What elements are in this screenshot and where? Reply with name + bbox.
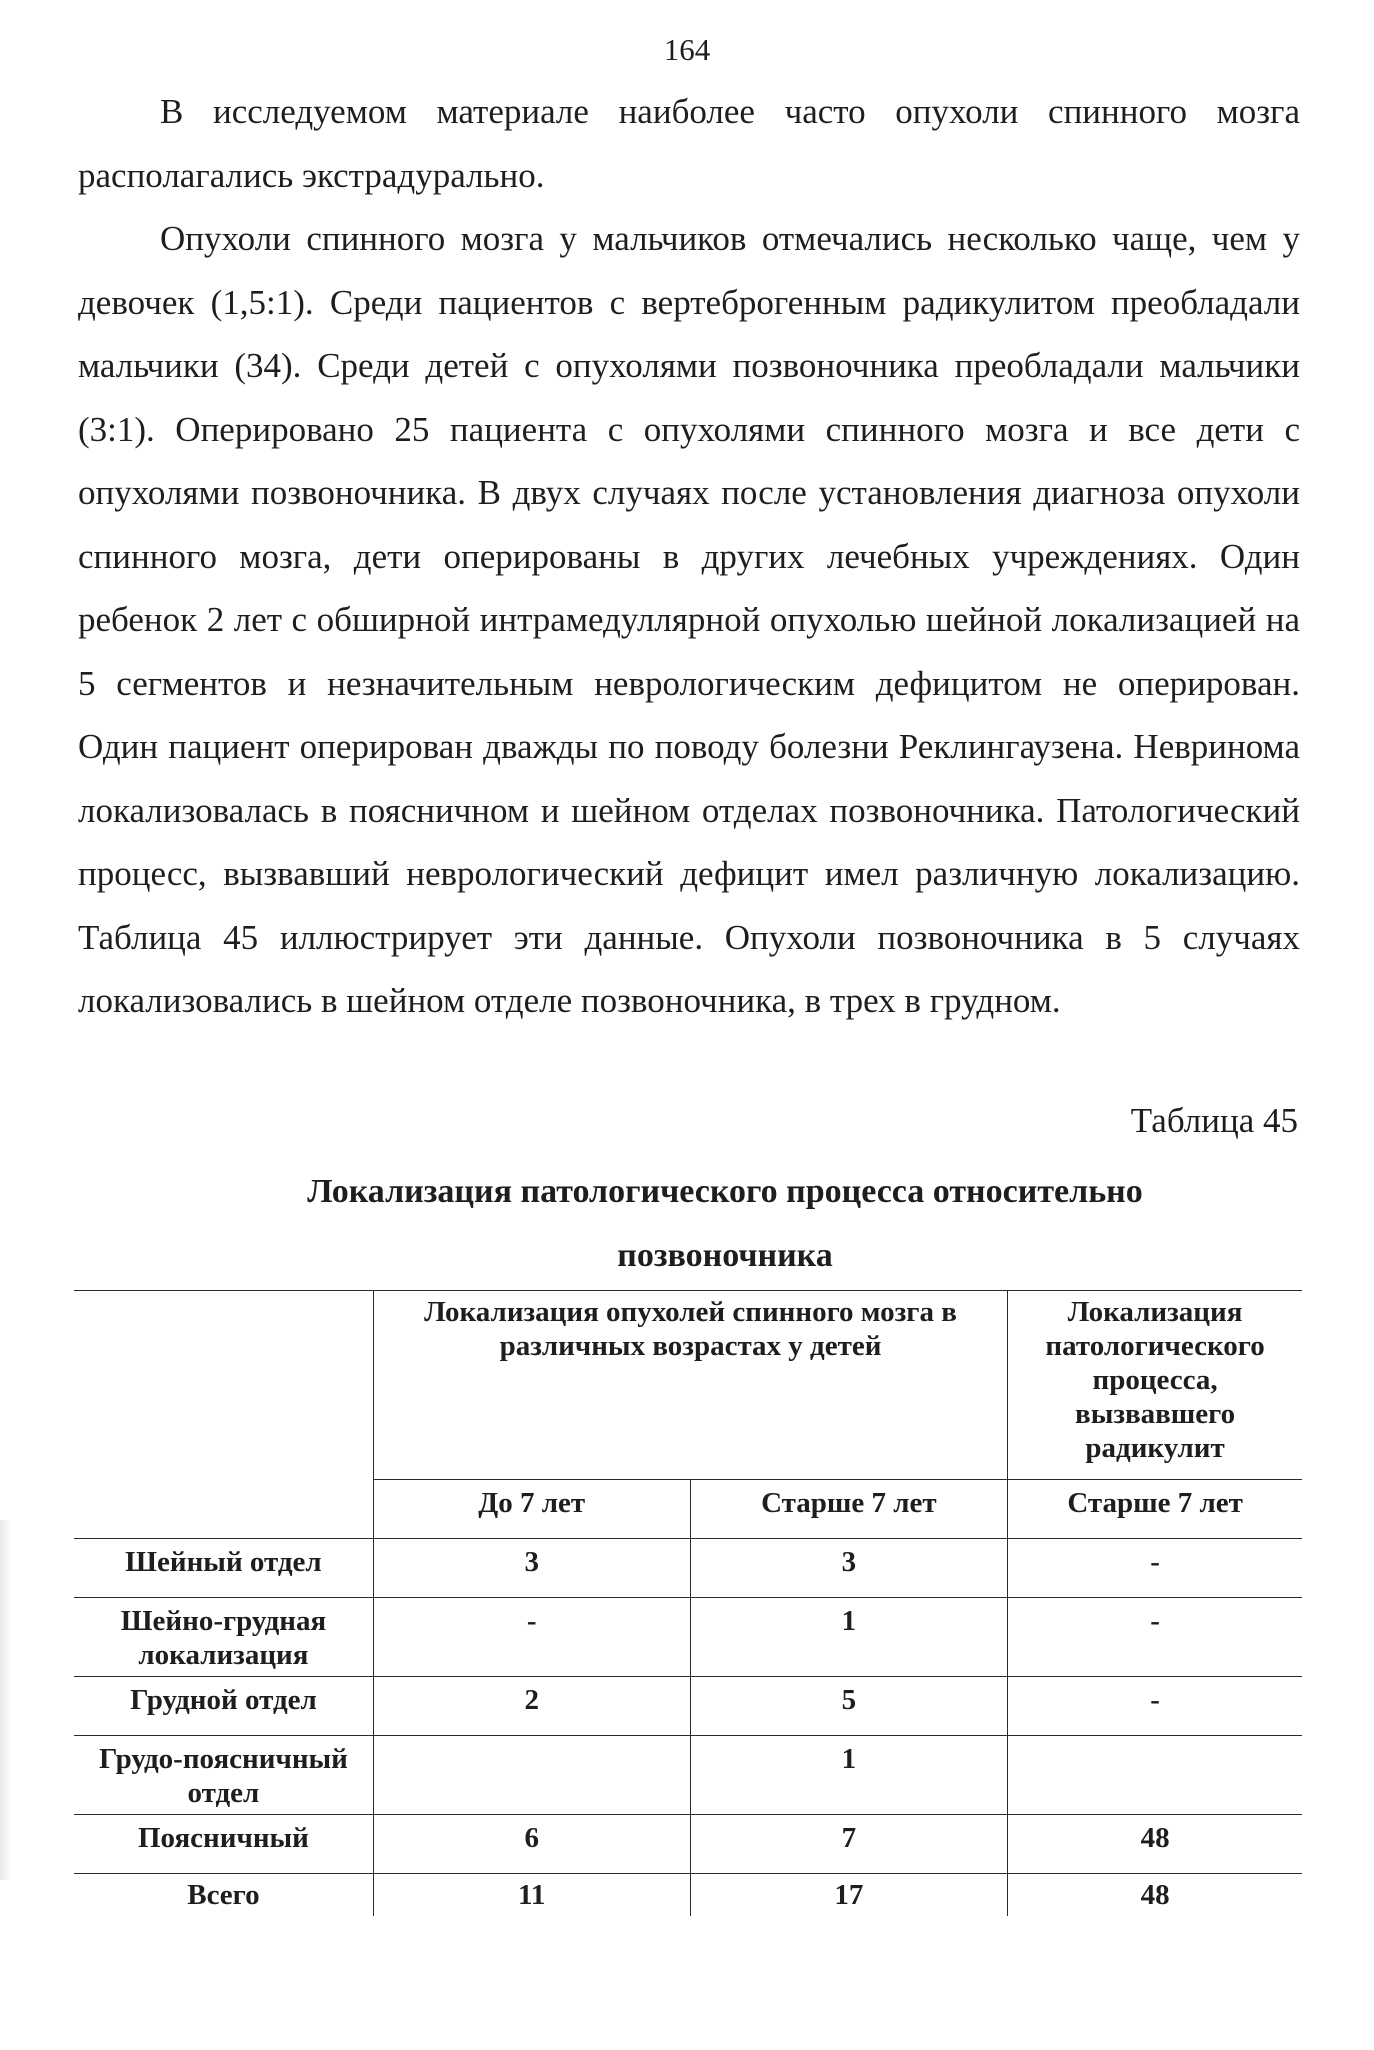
row-label: Грудо-поясничный отдел [74,1736,373,1815]
cell-over-7: 7 [690,1815,1008,1874]
table-row [74,1736,1302,1815]
body-text [78,80,1300,1033]
cell-radiculitis: - [1008,1598,1302,1677]
subheader-under-7: До 7 лет [373,1480,690,1539]
row-label: Всего [74,1874,373,1917]
table-corner-cell [74,1291,373,1539]
row-label: Грудной отдел [74,1677,373,1736]
cell-radiculitis: - [1008,1539,1302,1598]
scan-edge-shadow [0,1520,12,1880]
cell-over-7: 1 [690,1598,1008,1677]
cell-over-7: 5 [690,1677,1008,1736]
cell-radiculitis: 48 [1008,1815,1302,1874]
cell-under-7: 6 [373,1815,690,1874]
cell-under-7: 11 [373,1874,690,1917]
table-row-total [74,1874,1302,1917]
row-label: Поясничный [74,1815,373,1874]
table-label: Таблица 45 [1130,1101,1298,1140]
cell-over-7: 3 [690,1539,1008,1598]
table-row [74,1598,1302,1677]
cell-radiculitis: 48 [1008,1874,1302,1917]
table-row [74,1539,1302,1598]
localization-table [74,1290,1302,1916]
row-label: Шейно-грудная локализация [74,1598,373,1677]
paragraph-1: В исследуемом материале наиболее часто опухоли спинного мозга располагались экстрадурально. [78,92,1300,195]
cell-under-7: 3 [373,1539,690,1598]
subheader-radiculitis-over-7: Старше 7 лет [1008,1480,1302,1539]
header-group-tumors: Локализация опухолей спинного мозга в различных возрастах у детей [373,1291,1007,1480]
subheader-over-7: Старше 7 лет [690,1480,1008,1539]
cell-radiculitis: - [1008,1677,1302,1736]
paragraph-2: Опухоли спинного мозга у мальчиков отмечались несколько чаще, чем у девочек (1,5:1). Среди пациентов с вертеброгенным радикулитом преобладали мальчики (34). Среди детей с опухолями позвоночника преобладали мальчики (3:1). Оперировано 25 пациента с опухолями спинного мозга и все дети с опухолями позвоночника. В двух случаях после установления диагноза опухоли спинного мозга, дети оперированы в других лечебных учреждениях. Один ребенок 2 лет с обширной интрамедуллярной опухолью шейной локализацией на 5 сегментов и незначительным неврологическим дефицитом не оперирован. Один пациент оперирован дважды по поводу болезни Реклингаузена. Невринома локализовалась в поясничном и шейном отделах позвоночника. Патологический процесс, вызвавший неврологический дефицит имел различную локализацию. Таблица 45 иллюстрирует эти данные. Опухоли позвоночника в 5 случаях локализовались в шейном отделе позвоночника, в трех в грудном. [78,219,1300,1020]
header-group-radiculitis: Локализация патологического процесса, вызвавшего радикулит [1008,1291,1302,1480]
cell-over-7: 1 [690,1736,1008,1815]
table-title-line-1: Локализация патологического процесса относительно [307,1173,1143,1210]
table-row [74,1677,1302,1736]
table-title [150,1160,1300,1288]
cell-over-7: 17 [690,1874,1008,1917]
page-number: 164 [663,32,711,67]
cell-under-7: 2 [373,1677,690,1736]
cell-under-7 [373,1736,690,1815]
table-title-line-2: позвоночника [617,1237,833,1274]
table-row [74,1815,1302,1874]
cell-radiculitis [1008,1736,1302,1815]
cell-under-7: - [373,1598,690,1677]
row-label: Шейный отдел [74,1539,373,1598]
